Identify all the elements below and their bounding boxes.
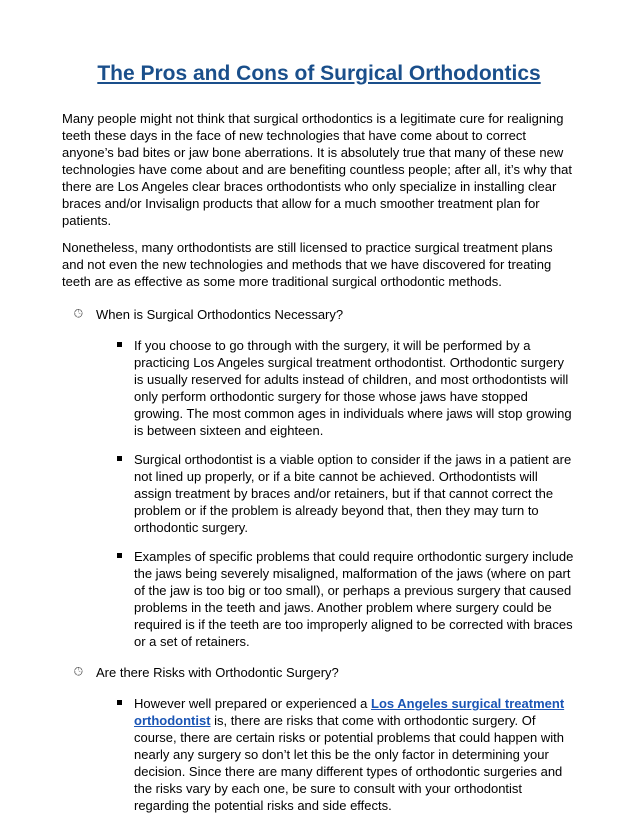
square-bullet-icon (116, 548, 134, 565)
intro-paragraph: Many people might not think that surgical orthodontics is a legitimate cure for realigning teeth these days in the face of new technologies that have come about to correct anyone’s bad bites or jaw bone aberrations. It is absolutely true that many of these new technologies have come about and are benefiting countless people; after all, it’s why that there are Los Angeles clear braces orthodontists who only specialize in installing clear braces and/or Invisalign products that allow for a much smoother treatment plan for patients. (62, 111, 572, 228)
document-title: The Pros and Cons of Surgical Orthodontics (97, 62, 541, 85)
section-heading-risks (74, 664, 576, 681)
bullet-list-risks (116, 695, 576, 814)
section-heading-necessary (74, 306, 576, 323)
bullet-text: Examples of specific problems that could require orthodontic surgery include the jaws being severely misaligned, malformation of the jaws (where on part of the jaw is too big or too small), or perhaps a previous surgery that caused problems in the teeth and jaws. Another problem where surgery could be required is if the teeth are too improperly aligned to be corrected with braces or a set of retainers. (134, 549, 574, 649)
clock-icon: 🕒︎ (74, 666, 83, 678)
square-bullet-icon (116, 451, 134, 468)
list-item (116, 451, 576, 536)
square-bullet-icon (116, 337, 134, 354)
clock-icon: 🕒︎ (74, 308, 83, 320)
list-item (116, 695, 576, 814)
bullet-text: If you choose to go through with the surgery, it will be performed by a practicing Los Angeles surgical treatment orthodontist. Orthodontic surgery is usually reserved for adults instead of children, and most orthodontists will only perform orthodontic surgery for those whose jaws have stopped growing. The most common ages in individuals where jaws will stop growing is between sixteen and eighteen. (134, 338, 572, 438)
list-item (116, 548, 576, 650)
square-bullet-icon (116, 695, 134, 712)
section-heading-text: When is Surgical Orthodontics Necessary? (96, 307, 344, 322)
list-item (116, 337, 576, 439)
section-heading-text: Are there Risks with Orthodontic Surgery? (96, 665, 339, 680)
bullet-text (134, 695, 576, 814)
surgical-orthodontist-link[interactable]: Los Angeles surgical treatment orthodontist (134, 696, 565, 728)
bullet-list-necessary (116, 337, 576, 650)
bullet-intro-text: However well prepared or experienced a (134, 696, 372, 711)
second-paragraph: Nonetheless, many orthodontists are still licensed to practice surgical treatment plans and not even the new technologies and methods that we have discovered for treating teeth are as effective as some more traditional surgical orthodontic methods. (62, 240, 553, 289)
bullet-rest-text: is, there are risks that come with orthodontic surgery. Of course, there are certain risks or potential problems that could happen with nearly any surgery so don’t let this be the only factor in determining your decision. Since there are many different types of orthodontic surgeries and the risks vary by each one, be sure to consult with your orthodontist regarding the potential risks and side effects. (134, 713, 564, 813)
bullet-text: Surgical orthodontist is a viable option to consider if the jaws in a patient are not lined up properly, or if a bite cannot be achieved. Orthodontists will assign treatment by braces and/or retainers, but if that cannot correct the problem or if the problem is already beyond that, then they may turn to orthodontic surgery. (134, 452, 572, 535)
